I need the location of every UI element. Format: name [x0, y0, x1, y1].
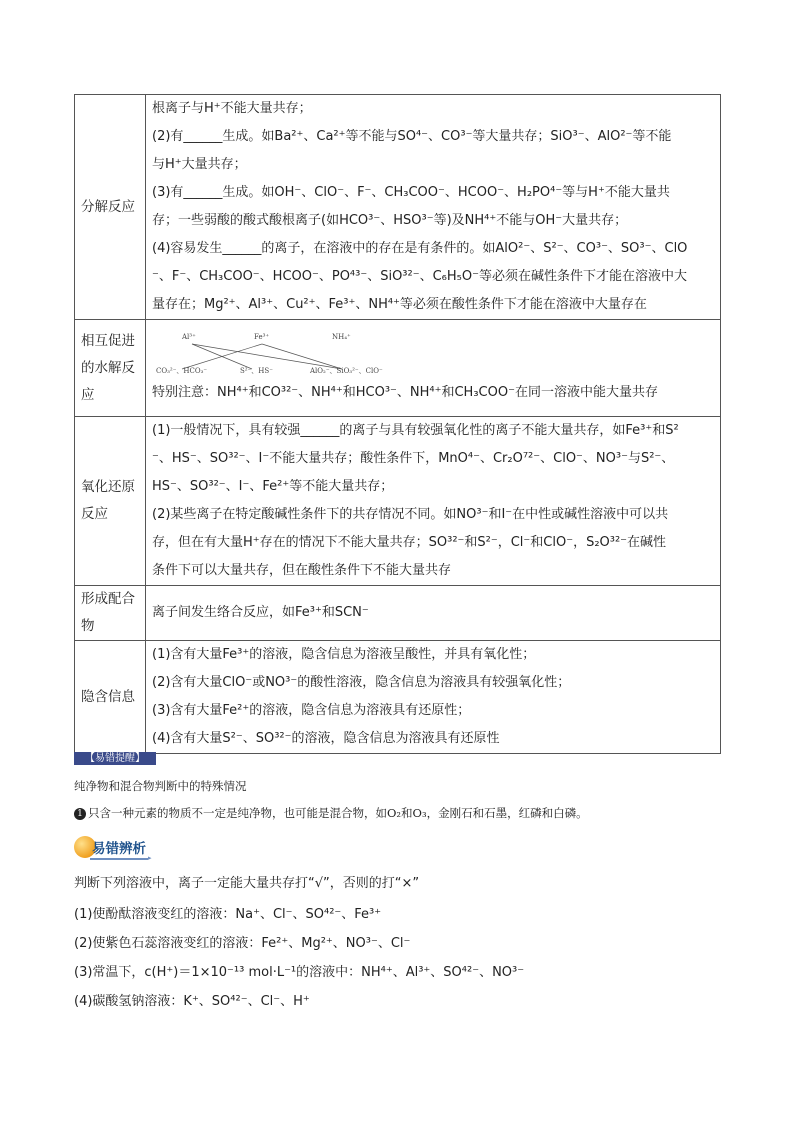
question-item: (2)使紫色石蕊溶液变红的溶液：Fe²⁺、Mg²⁺、NO³⁻、Cl⁻: [74, 936, 411, 951]
number-circle-icon: 1: [74, 808, 86, 820]
content-line: (1)含有大量Fe³⁺的溶液，隐含信息为溶液呈酸性，并具有氧化性；: [152, 647, 536, 662]
content-line: (3)有______生成。如OH⁻、ClO⁻、F⁻、CH₃COO⁻、HCOO⁻、H₂PO⁴⁻等与H⁺不能大量共: [152, 185, 670, 200]
table-row: [75, 641, 721, 754]
row-content: [146, 641, 721, 754]
content-line: ⁻、HS⁻、SO³²⁻、I⁻不能大量共存；酸性条件下，MnO⁴⁻、Cr₂O⁷²⁻、ClO⁻、NO³⁻与S²⁻、: [152, 451, 675, 466]
content-line: 特别注意：NH⁴⁺和CO³²⁻、NH⁴⁺和HCO³⁻、NH⁴⁺和CH₃COO⁻在同一溶液中能大量共存: [152, 385, 658, 400]
row-label: [75, 417, 146, 586]
table-row: [75, 417, 721, 586]
content-line: (1)一般情况下，具有较强______的离子与具有较强氧化性的离子不能大量共存，如Fe³⁺和S²: [152, 423, 679, 438]
arrow-mark-icon: ▸: [148, 854, 152, 862]
analysis-underline: [90, 858, 148, 860]
question-item: (3)常温下，c(H⁺)＝1×10⁻¹³ mol·L⁻¹的溶液中：NH⁴⁺、Al³⁺、SO⁴²⁻、NO³⁻: [74, 965, 525, 980]
content-line: 存；一些弱酸的酸式酸根离子(如HCO³⁻、HSO³⁻等)及NH⁴⁺不能与OH⁻大量共存；: [152, 213, 628, 228]
row-label-text: 隐含信息: [81, 688, 135, 705]
content-line: (3)含有大量Fe²⁺的溶液，隐含信息为溶液具有还原性；: [152, 703, 471, 718]
content-line: 存，但在有大量H⁺存在的情况下不能大量共存；SO³²⁻和S²⁻，Cl⁻和ClO⁻，S₂O³²⁻在碱性: [152, 535, 667, 550]
diagram-ion: NH₄⁺: [332, 333, 351, 341]
diagram-ion: S²⁻、HS⁻: [240, 367, 273, 375]
diagram-ion: Fe³⁺: [254, 333, 270, 341]
row-content: [146, 320, 721, 417]
table-row: [75, 586, 721, 641]
content-line: (2)含有大量ClO⁻或NO³⁻的酸性溶液，隐含信息为溶液具有较强氧化性；: [152, 675, 571, 690]
content-line: (4)含有大量S²⁻、SO³²⁻的溶液，隐含信息为溶液具有还原性: [152, 731, 500, 746]
error-tip-badge: 【易错提醒】: [74, 752, 156, 765]
question-item: (4)碳酸氢钠溶液：K⁺、SO⁴²⁻、Cl⁻、H⁺: [74, 994, 310, 1009]
row-label: [75, 320, 146, 417]
hydrolysis-diagram: [152, 329, 715, 379]
content-line: (4)容易发生______的离子，在溶液中的存在是有条件的。如AlO²⁻、S²⁻、CO³⁻、SO³⁻、ClO: [152, 241, 688, 256]
analysis-header: [74, 834, 194, 864]
content-line: (2)有______生成。如Ba²⁺、Ca²⁺等不能与SO⁴⁻、CO³⁻等大量共存；SiO³⁻、AlO²⁻等不能: [152, 129, 672, 144]
content-line: 条件下可以大量共存，但在酸性条件下不能大量共存: [152, 563, 452, 578]
row-label: [75, 641, 146, 754]
row-content: [146, 417, 721, 586]
row-label: [75, 586, 146, 641]
row-content: [146, 586, 721, 641]
tip-body-text: 只含一种元素的物质不一定是纯净物，也可能是混合物，如O₂和O₃，金刚石和石墨，红磷和白磷。: [88, 806, 588, 820]
question-intro: 判断下列溶液中，离子一定能大量共存打“√”，否则的打“×”: [74, 876, 420, 891]
row-label-text: 氧化还原反应: [81, 479, 135, 522]
row-content: [146, 95, 721, 320]
diagram-ion: AlO₂⁻、SiO₃²⁻、ClO⁻: [310, 367, 383, 375]
ion-coexistence-table: [74, 94, 721, 754]
content-line: (2)某些离子在特定酸碱性条件下的共存情况不同。如NO³⁻和I⁻在中性或碱性溶液中可以共: [152, 507, 669, 522]
tip-title: 纯净物和混合物判断中的特殊情况: [74, 779, 247, 793]
content-line: 根离子与H⁺不能大量共存；: [152, 101, 312, 116]
row-label: [75, 95, 146, 320]
row-label-text: 相互促进的水解反应: [81, 332, 135, 403]
tip-body: [74, 805, 588, 821]
content-line: ⁻、F⁻、CH₃COO⁻、HCOO⁻、PO⁴³⁻、SiO³²⁻、C₆H₅O⁻等必须在碱性条件下才能在溶液中大: [152, 269, 687, 284]
row-label-text: 形成配合物: [81, 591, 135, 634]
table-row: [75, 95, 721, 320]
content-line: HS⁻、SO³²⁻、I⁻、Fe²⁺等不能大量共存；: [152, 479, 394, 494]
content-line: 与H⁺大量共存；: [152, 157, 247, 172]
diagram-ion: CO₃²⁻、HCO₃⁻: [156, 367, 208, 375]
diagram-ion: Al³⁺: [182, 333, 196, 341]
row-label-text: 分解反应: [81, 198, 135, 215]
analysis-label: 易错辨析: [92, 841, 146, 857]
content-line: 量存在；Mg²⁺、Al³⁺、Cu²⁺、Fe³⁺、NH⁴⁺等必须在酸性条件下才能在溶液中大量存在: [152, 297, 647, 312]
content-line: 离子间发生络合反应，如Fe³⁺和SCN⁻: [152, 605, 369, 620]
question-item: (1)使酚酞溶液变红的溶液：Na⁺、Cl⁻、SO⁴²⁻、Fe³⁺: [74, 907, 382, 922]
table-row: [75, 320, 721, 417]
